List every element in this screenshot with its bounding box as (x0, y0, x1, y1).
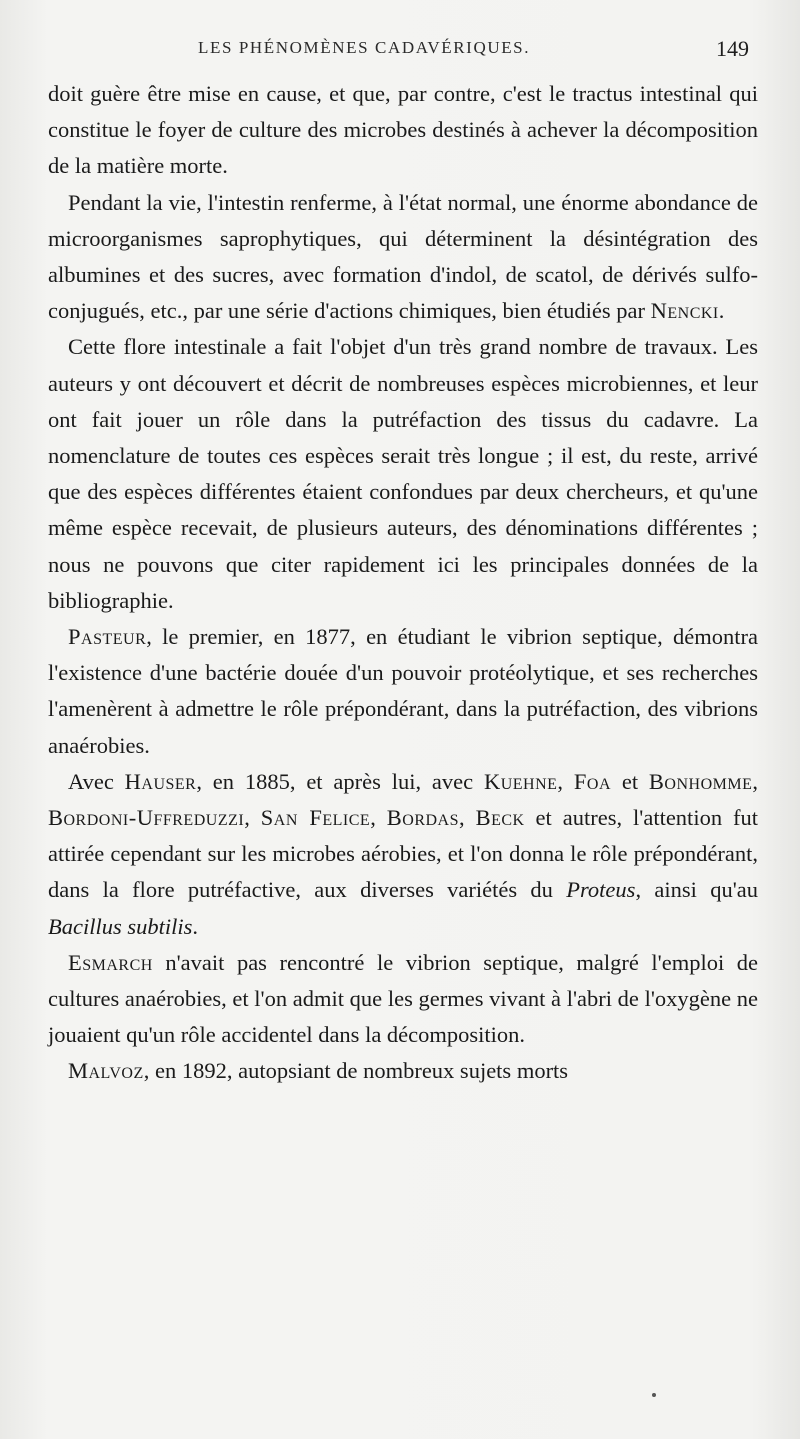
ink-speck (652, 1393, 656, 1397)
text-run: , (370, 805, 387, 831)
paragraph-1-text: doit guère être mise en cause, et que, par contre, c'est le tractus intestinal qui constitue le foyer de culture des microbes destinés à achever la décomposition de la matière morte. (48, 81, 758, 179)
text-run: . (192, 913, 199, 939)
author-name: Foa (573, 768, 612, 794)
paragraph-4 (48, 619, 758, 764)
paragraph-2-text: Pendant la vie, l'intestin renferme, à l'état normal, une énorme abondance de microorganismes saprophytiques, qui déterminent la désintégration des albumines et des sucres, avec formation d'indol, de scatol, de dérivés sulfo-conjugués, etc., par une série d'actions chimiques, bien étudiés par (48, 189, 758, 324)
author-name: Malvoz (68, 1058, 144, 1084)
author-name: Bordoni-Uffreduzzi (48, 805, 245, 831)
paragraph-6 (48, 945, 758, 1054)
paragraph-3-text: Cette flore intestinale a fait l'objet d'un très grand nombre de travaux. Les auteurs y ont découvert et décrit de nombreuses espèces microbiennes, et leur ont fait jouer un rôle dans la putréfaction des tissus du cadavre. La nomenclature de toutes ces espèces serait très longue ; il est, du reste, arrivé que des espèces différentes étaient confondues par deux chercheurs, et qu'une même espèce recevait, de plusieurs auteurs, des dénominations différentes ; nous ne pouvons que citer rapidement ici les principales données de la bibliographie. (48, 334, 758, 613)
paragraph-2 (48, 185, 758, 330)
author-name: Kuehne (483, 768, 558, 794)
author-name: Nencki (650, 298, 719, 324)
author-name: Hauser (124, 768, 197, 794)
author-name: Bordas (386, 805, 460, 831)
paragraph-7 (48, 1053, 758, 1089)
text-run: , (244, 805, 261, 831)
text-run: , en 1885, et après lui, avec (196, 768, 484, 794)
species-name: Proteus (566, 877, 636, 903)
paragraph-7-text: , en 1892, autopsiant de nombreux sujets morts (143, 1058, 569, 1084)
paragraph-1 (48, 76, 758, 185)
paragraph-3 (48, 329, 758, 619)
author-name: Esmarch (68, 949, 153, 975)
author-name: Bonhomme (648, 768, 753, 794)
body-text (48, 76, 758, 1090)
paragraph-6-text: n'avait pas rencontré le vibrion septique, malgré l'emploi de cultures anaérobies, et l'on admit que les germes vivant à l'abri de l'oxygène ne jouaient qu'un rôle accidentel dans la décomposition. (48, 949, 758, 1048)
species-name: Bacillus subtilis (48, 913, 193, 939)
paragraph-4-text: , le premier, en 1877, en étudiant le vibrion septique, démontra l'existence d'une bactérie douée d'un pouvoir protéolytique, et ses recherches l'amenèrent à admettre le rôle prépondérant, dans la putréfaction, des vibrions anaérobies. (48, 624, 758, 758)
page-header (0, 36, 800, 70)
text-run: , (459, 805, 476, 831)
author-name: Pasteur (68, 624, 147, 650)
paragraph-2-end: . (718, 298, 725, 324)
text-run: , ainsi qu'au (635, 877, 758, 903)
text-run: , (557, 768, 574, 794)
text-run: et (611, 768, 649, 794)
author-name: Beck (475, 805, 525, 831)
text-run: Avec (68, 768, 125, 794)
paragraph-5 (48, 764, 758, 945)
author-name: San Felice (260, 805, 371, 831)
page-number: 149 (716, 36, 749, 61)
text-run: , (752, 768, 758, 794)
running-head: LES PHÉNOMÈNES CADAVÉRIQUES. (198, 38, 531, 57)
text-run: et autres, l'attention fut attirée cependant sur les microbes aérobies, et l'on donna le rôle prépondérant, dans la flore putréfactive, aux diverses variétés du (48, 805, 759, 903)
